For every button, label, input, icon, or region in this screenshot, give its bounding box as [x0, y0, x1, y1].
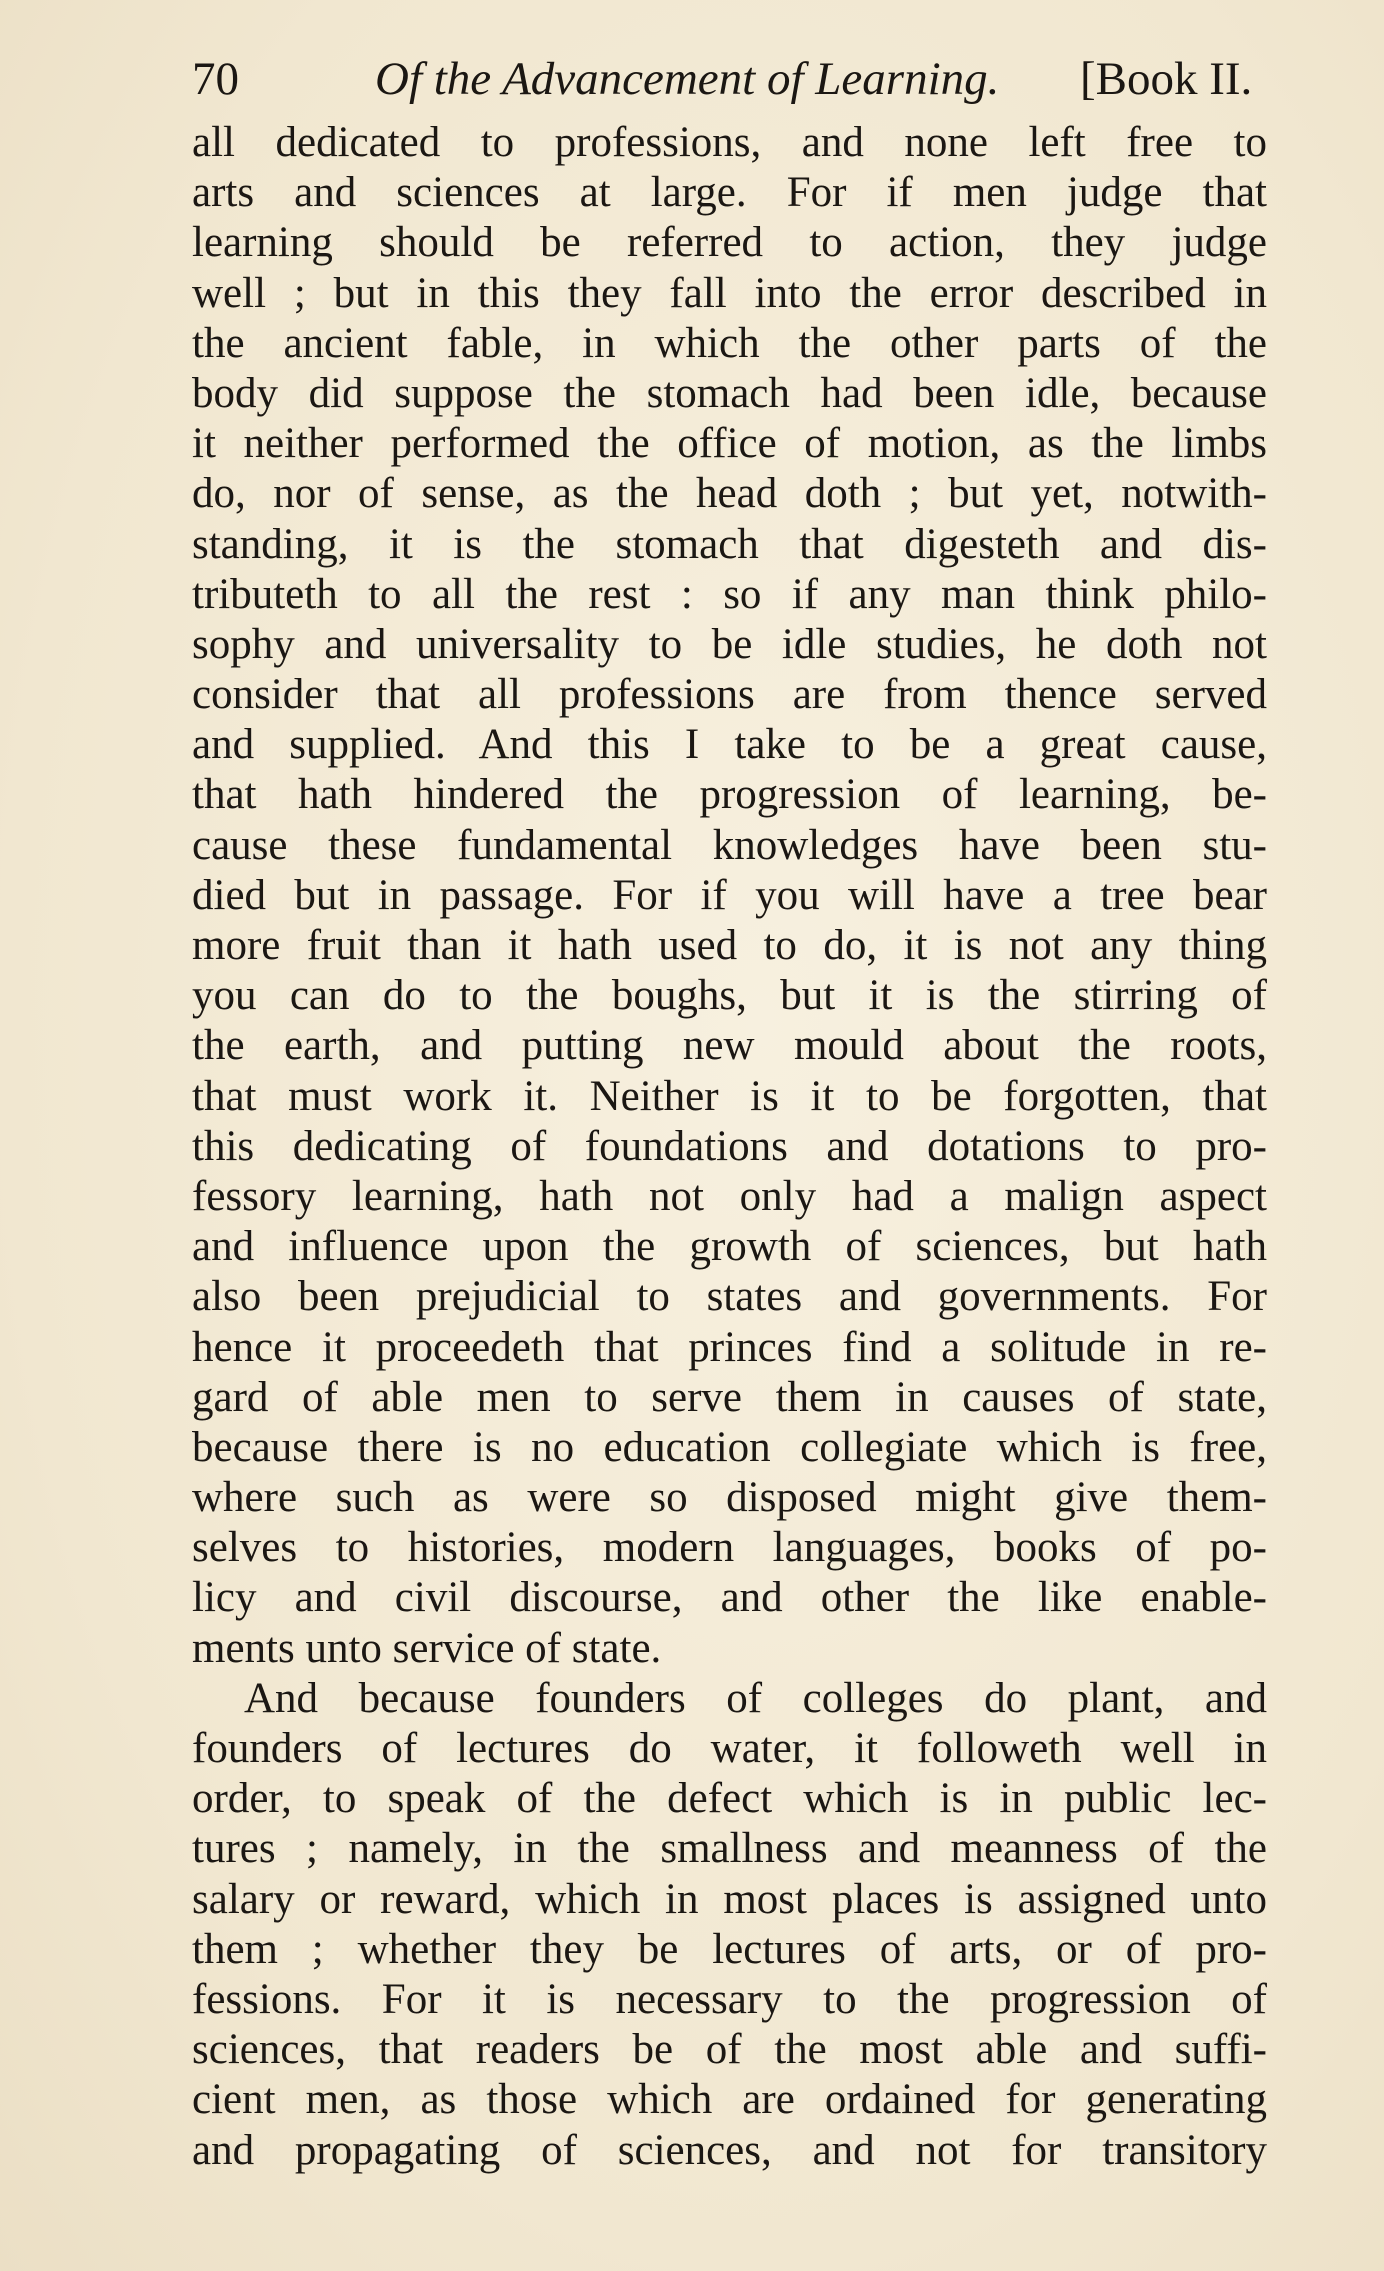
text-line: died but in passage. For if you will have a tree bear	[192, 871, 1267, 919]
page-number: 70	[192, 53, 239, 105]
text-line: them ; whether they be lectures of arts, or of pro-	[192, 1925, 1267, 1973]
text-line: cient men, as those which are ordained for generating	[192, 2076, 1267, 2124]
text-line: all dedicated to professions, and none left free to	[192, 119, 1267, 166]
running-title: Of the Advancement of Learning.	[375, 53, 1000, 105]
text-line: sciences, that readers be of the most able and suffi-	[192, 2026, 1267, 2074]
text-line: order, to speak of the defect which is in public lec-	[192, 1775, 1267, 1823]
text-line: sophy and universality to be idle studies, he doth not	[192, 620, 1267, 668]
text-line: arts and sciences at large. For if men judge that	[192, 169, 1267, 217]
text-line: tures ; namely, in the smallness and meanness of the	[192, 1825, 1267, 1873]
text-line: fessory learning, hath not only had a malign aspect	[192, 1172, 1267, 1220]
text-line: cause these fundamental knowledges have been stu-	[192, 821, 1267, 869]
text-line: and influence upon the growth of sciences, but hath	[192, 1223, 1267, 1271]
text-line: because there is no education collegiate which is free,	[192, 1423, 1267, 1471]
text-line: licy and civil discourse, and other the like enable-	[192, 1574, 1267, 1622]
text-line: consider that all professions are from thence served	[192, 671, 1267, 719]
text-line: gard of able men to serve them in causes of state,	[192, 1373, 1267, 1421]
text-line: well ; but in this they fall into the error described in	[192, 269, 1267, 317]
text-line: this dedicating of foundations and dotations to pro-	[192, 1122, 1267, 1170]
page-header	[192, 40, 1272, 118]
text-line: and propagating of sciences, and not for transitory	[192, 2126, 1267, 2174]
text-line: do, nor of sense, as the head doth ; but yet, notwith-	[192, 470, 1267, 518]
text-line: more fruit than it hath used to do, it is not any thing	[192, 922, 1267, 969]
text-line: fessions. For it is necessary to the progression of	[192, 1975, 1267, 2023]
text-line: body did suppose the stomach had been idle, because	[192, 369, 1267, 417]
text-line: selves to histories, modern languages, books of po-	[192, 1524, 1267, 1572]
text-line: tributeth to all the rest : so if any man think philo-	[192, 570, 1267, 618]
text-line: learning should be referred to action, they judge	[192, 219, 1267, 267]
text-line: the ancient fable, in which the other parts of the	[192, 319, 1267, 367]
text-line: and supplied. And this I take to be a great cause,	[192, 721, 1267, 769]
text-line: also been prejudicial to states and governments. For	[192, 1273, 1267, 1321]
text-line: salary or reward, which in most places is assigned unto	[192, 1875, 1267, 1923]
text-line: you can do to the boughs, but it is the stirring of	[192, 972, 1267, 1020]
paragraph-start-line: And because founders of colleges do plant, and	[244, 1674, 1267, 1722]
text-line: that must work it. Neither is it to be forgotten, that	[192, 1072, 1267, 1120]
text-line: the earth, and putting new mould about the roots,	[192, 1022, 1267, 1070]
paragraph-end-line: ments unto service of state.	[192, 1624, 662, 1672]
text-line: standing, it is the stomach that digesteth and dis-	[192, 520, 1267, 568]
text-line: hence it proceedeth that princes find a solitude in re-	[192, 1323, 1267, 1371]
text-line: where such as were so disposed might give them-	[192, 1474, 1267, 1522]
text-line: it neither performed the office of motion, as the limbs	[192, 420, 1267, 468]
body-text	[192, 118, 1267, 2176]
text-line: founders of lectures do water, it followeth well in	[192, 1725, 1267, 1772]
book-label: [Book II.	[1080, 53, 1253, 105]
text-line: that hath hindered the progression of learning, be-	[192, 771, 1267, 819]
